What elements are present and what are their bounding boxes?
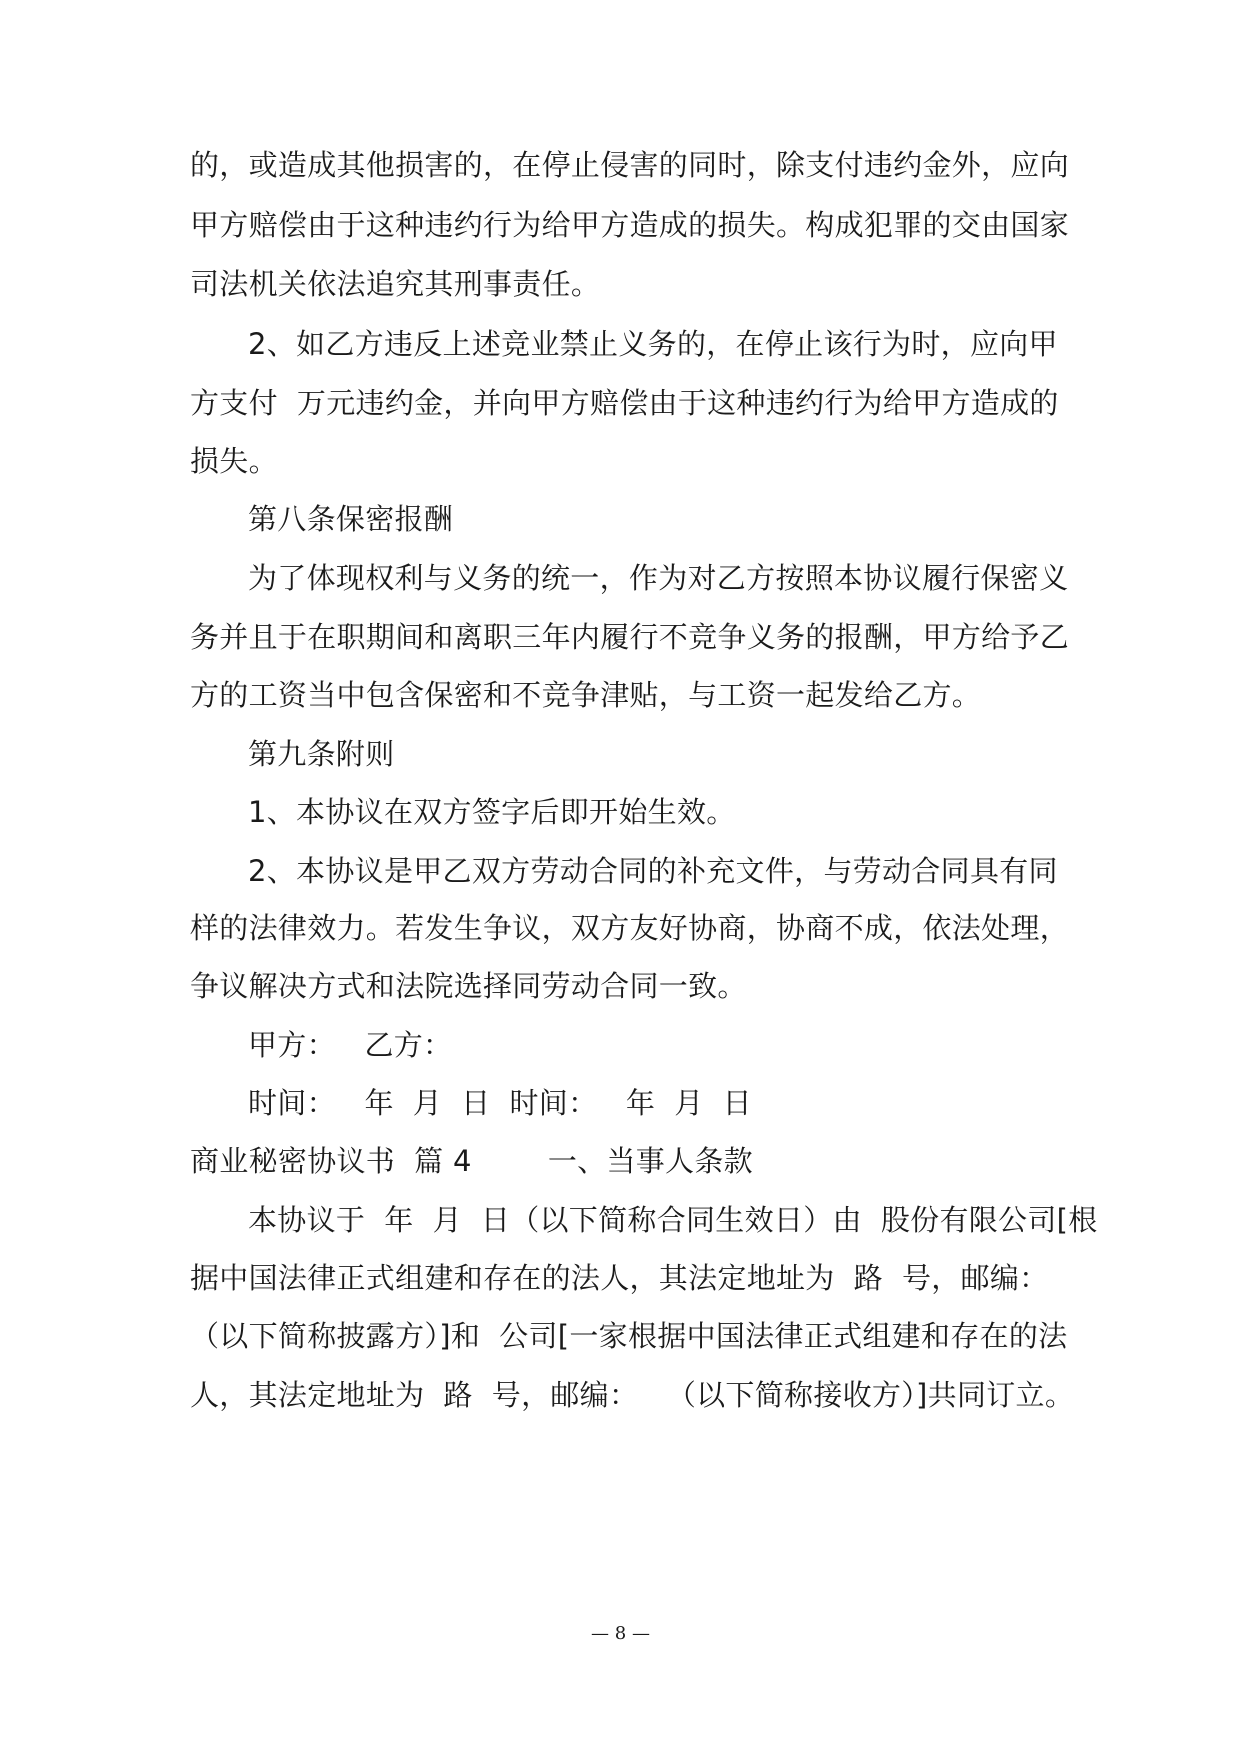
signature-dates: 时间： 年 月 日 时间： 年 月 日 [248,1086,752,1120]
clause-item: 1、本协议在双方签字后即开始生效。 [248,795,736,829]
body-text-line: 样的法律效力。若发生争议，双方友好协商，协商不成，依法处理， [190,911,1070,945]
body-text-line: 务并且于在职期间和离职三年内履行不竞争义务的报酬，甲方给予乙 [190,620,1070,654]
body-text-line: 的，或造成其他损害的，在停止侵害的同时，除支付违约金外，应向 [190,148,1070,182]
article-heading: 第八条保密报酬 [248,502,454,536]
section-title: 商业秘密协议书 篇 4 一、当事人条款 [190,1144,753,1178]
clause-item: 2、本协议是甲乙双方劳动合同的补充文件，与劳动合同具有同 [248,854,1058,888]
body-text-line: 损失。 [190,444,278,478]
body-text-line: 本协议于 年 月 日（以下简称合同生效日）由 股份有限公司[根 [248,1203,1098,1237]
body-text-line: 为了体现权利与义务的统一，作为对乙方按照本协议履行保密义 [248,561,1069,595]
body-text-line: 方支付 万元违约金，并向甲方赔偿由于这种违约行为给甲方造成的 [190,386,1059,420]
body-text-line: 人，其法定地址为 路 号，邮编： （以下简称接收方）]共同订立。 [190,1378,1075,1412]
body-text-line: （以下简称披露方）]和 公司[一家根据中国法律正式组建和存在的法 [190,1319,1068,1353]
body-text-line: 甲方赔偿由于这种违约行为给甲方造成的损失。构成犯罪的交由国家 [190,208,1070,242]
article-heading: 第九条附则 [248,737,395,771]
page-number: — 8 — [591,1623,650,1644]
body-text-line: 司法机关依法追究其刑事责任。 [190,267,601,301]
body-text-line: 据中国法律正式组建和存在的法人，其法定地址为 路 号，邮编： [190,1261,1049,1295]
body-text-line: 争议解决方式和法院选择同劳动合同一致。 [190,969,747,1003]
signature-parties: 甲方： 乙方： [248,1028,453,1062]
clause-item: 2、如乙方违反上述竞业禁止义务的，在停止该行为时，应向甲 [248,327,1058,361]
body-text-line: 方的工资当中包含保密和不竞争津贴，与工资一起发给乙方。 [190,678,982,712]
